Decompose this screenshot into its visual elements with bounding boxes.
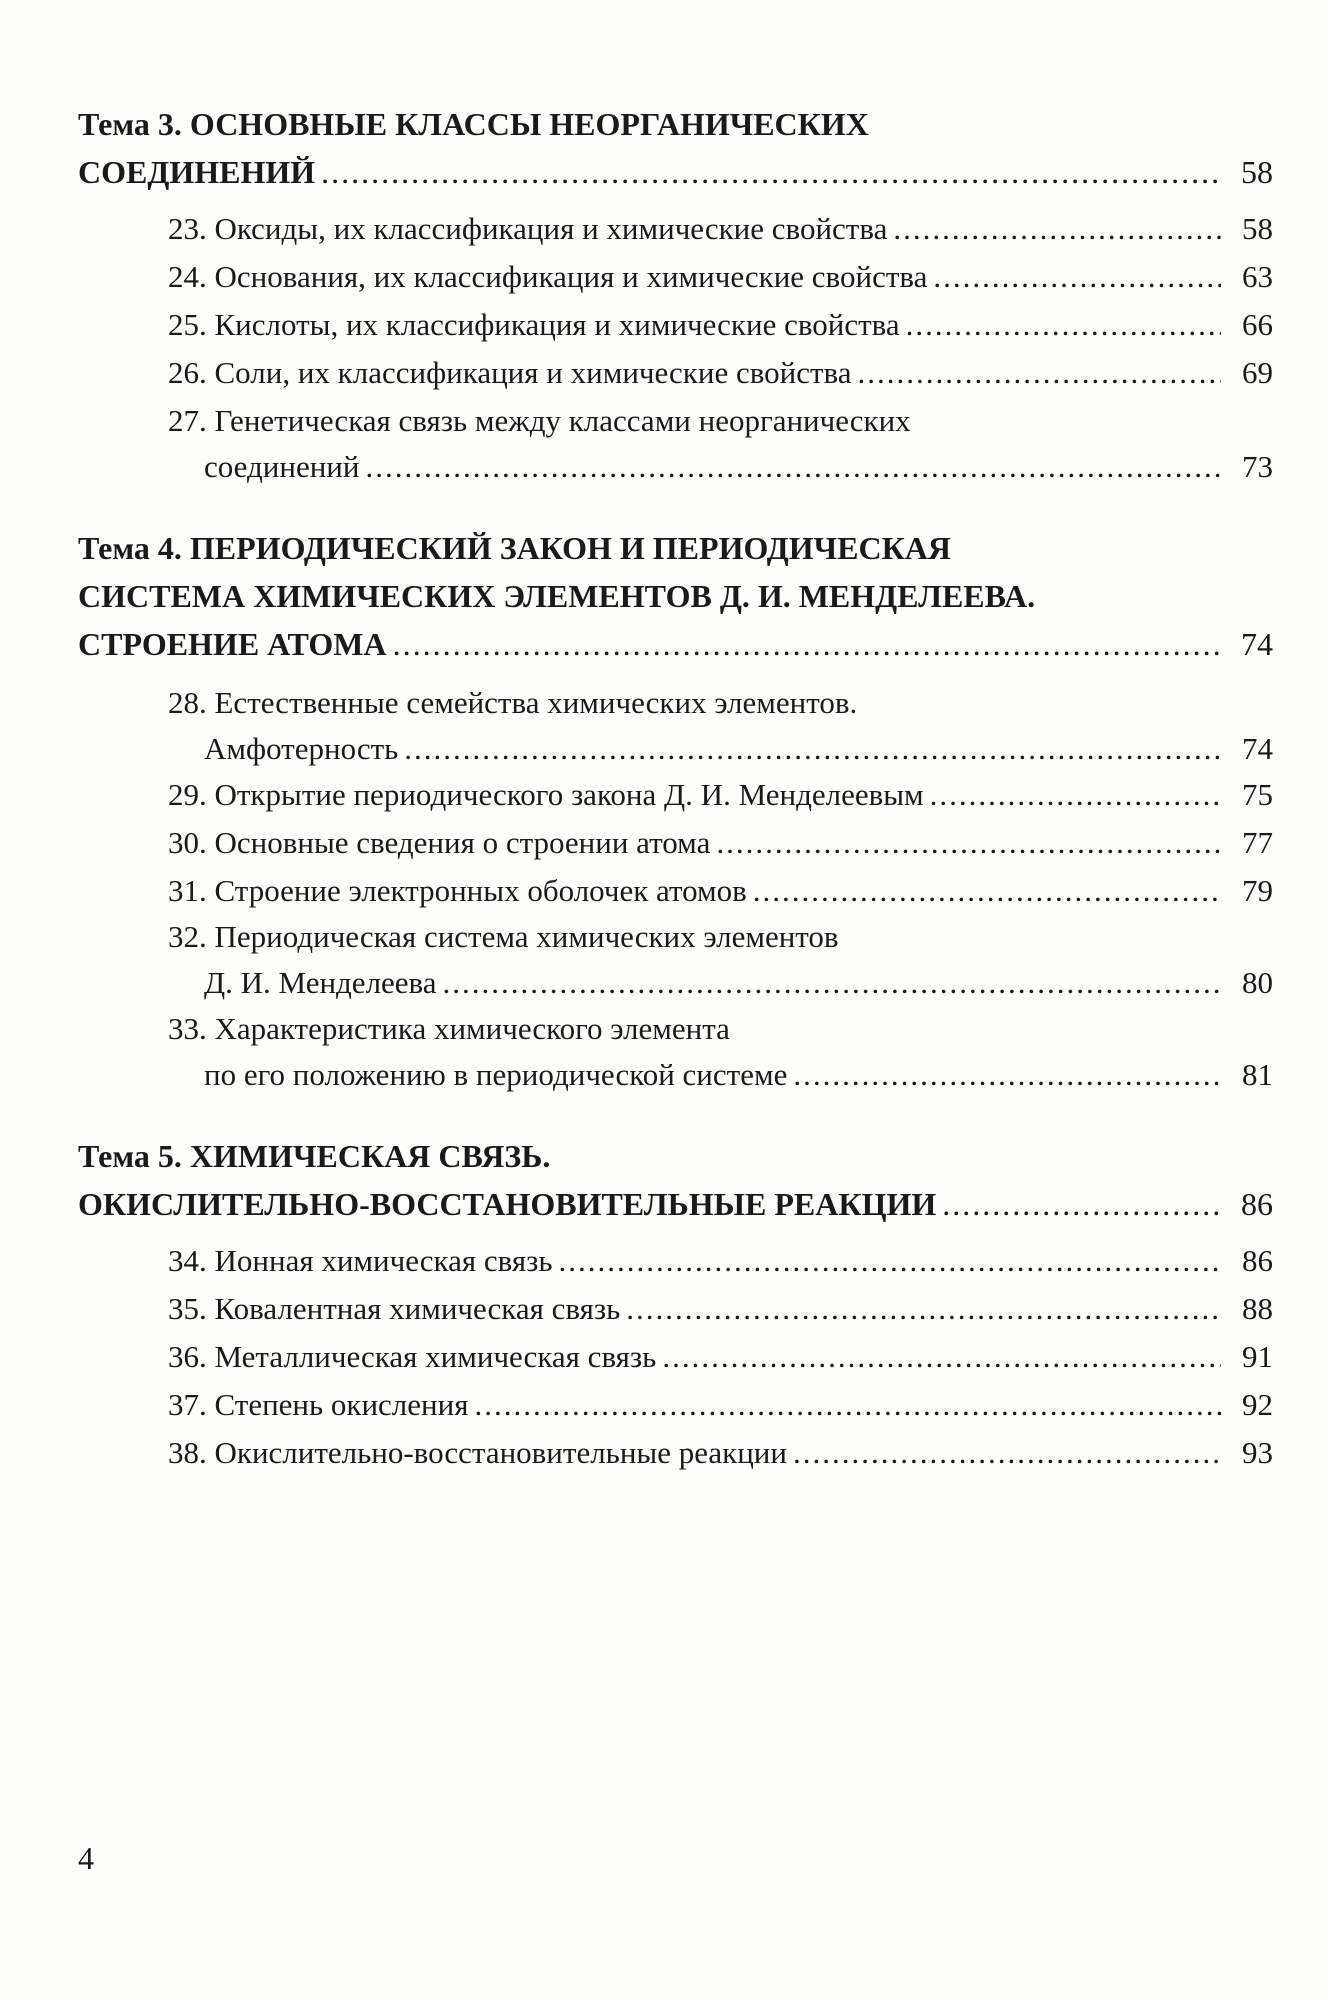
- entry-title: 25. Кислоты, их классификация и химические свойства: [168, 307, 900, 342]
- toc-entry: [168, 302, 1273, 348]
- toc-entry: [168, 1006, 1273, 1098]
- page-ref: 86: [1241, 1186, 1273, 1222]
- toc-entry: [168, 1238, 1273, 1284]
- entry-title: 37. Степень окисления: [168, 1387, 469, 1422]
- toc-entry: [168, 868, 1273, 914]
- toc-entry: [168, 254, 1273, 300]
- page-ref: 93: [1242, 1435, 1273, 1470]
- entry-title: 38. Окислительно-восстановительные реакции: [168, 1435, 787, 1470]
- page-ref: 69: [1242, 355, 1273, 390]
- leader-dots: [716, 820, 1221, 866]
- page-ref: 63: [1242, 259, 1273, 294]
- page-ref: 66: [1242, 307, 1273, 342]
- topic-heading: [78, 524, 1273, 668]
- entry-title: 32. Периодическая система химических элементов: [168, 919, 839, 954]
- entry-title: 23. Оксиды, их классификация и химические свойства: [168, 211, 888, 246]
- entry-title: по его положению в периодической системе: [204, 1057, 788, 1092]
- leader-dots: [626, 1286, 1221, 1332]
- entry-title: 31. Строение электронных оболочек атомов: [168, 873, 747, 908]
- leader-dots: [858, 350, 1221, 396]
- topic-title-line: СОЕДИНЕНИЙ: [78, 154, 316, 190]
- toc-entry: [168, 772, 1273, 818]
- page-ref: 74: [1242, 731, 1273, 766]
- page-ref: 86: [1242, 1243, 1273, 1278]
- topic-title-line: СТРОЕНИЕ АТОМА: [78, 626, 387, 662]
- toc-entry: [168, 1430, 1273, 1476]
- entry-title: 24. Основания, их классификация и химические свойства: [168, 259, 928, 294]
- entry-title: 30. Основные сведения о строении атома: [168, 825, 711, 860]
- toc-entry: [168, 350, 1273, 396]
- leader-dots: [393, 620, 1221, 668]
- leader-dots: [793, 1052, 1221, 1098]
- topic-heading: [78, 100, 1273, 196]
- leader-dots: [321, 148, 1221, 196]
- toc-entry: [168, 1382, 1273, 1428]
- topic-title-line: Тема 5. ХИМИЧЕСКАЯ СВЯЗЬ.: [78, 1138, 551, 1174]
- leader-dots: [443, 960, 1221, 1006]
- entry-title: 34. Ионная химическая связь: [168, 1243, 553, 1278]
- leader-dots: [930, 772, 1221, 818]
- page-ref: 74: [1241, 626, 1273, 662]
- entry-title: 35. Ковалентная химическая связь: [168, 1291, 621, 1326]
- entry-title: соединений: [204, 449, 360, 484]
- leader-dots: [365, 444, 1221, 490]
- page-ref: 81: [1242, 1057, 1273, 1092]
- entry-title: 28. Естественные семейства химических элементов.: [168, 685, 858, 720]
- topic-line: [78, 100, 1273, 148]
- entry-title: 36. Металлическая химическая связь: [168, 1339, 657, 1374]
- page-number: 4: [78, 1840, 94, 1876]
- page-ref: 88: [1242, 1291, 1273, 1326]
- leader-dots: [793, 1430, 1221, 1476]
- toc-entry: [168, 914, 1273, 1006]
- entry-title: 26. Соли, их классификация и химические свойства: [168, 355, 852, 390]
- leader-dots: [662, 1334, 1221, 1380]
- topic-title-line: СИСТЕМА ХИМИЧЕСКИХ ЭЛЕМЕНТОВ Д. И. МЕНДЕЛЕЕВА.: [78, 578, 1036, 614]
- page-ref: 75: [1242, 777, 1273, 812]
- leader-dots: [753, 868, 1221, 914]
- page-ref: 77: [1242, 825, 1273, 860]
- entry-title: 27. Генетическая связь между классами неорганических: [168, 403, 911, 438]
- page-ref: 92: [1242, 1387, 1273, 1422]
- entry-title: Д. И. Менделеева: [204, 965, 437, 1000]
- topic-title-line: Тема 4. ПЕРИОДИЧЕСКИЙ ЗАКОН И ПЕРИОДИЧЕСКАЯ: [78, 530, 952, 566]
- toc-entry: [168, 820, 1273, 866]
- page-ref: 79: [1242, 873, 1273, 908]
- leader-dots: [404, 726, 1221, 772]
- toc-entry: [168, 398, 1273, 490]
- leader-dots: [559, 1238, 1221, 1284]
- toc-entry: [168, 1286, 1273, 1332]
- page-ref: 58: [1241, 154, 1273, 190]
- toc-entry: [168, 1334, 1273, 1380]
- page-ref: 80: [1242, 965, 1273, 1000]
- topic-title-line: ОКИСЛИТЕЛЬНО-ВОССТАНОВИТЕЛЬНЫЕ РЕАКЦИИ: [78, 1186, 937, 1222]
- toc-entry: [168, 206, 1273, 252]
- entry-title: 29. Открытие периодического закона Д. И. Менделеевым: [168, 777, 924, 812]
- leader-dots: [942, 1180, 1221, 1228]
- leader-dots: [906, 302, 1221, 348]
- page-ref: 73: [1242, 449, 1273, 484]
- page-ref: 91: [1242, 1339, 1273, 1374]
- toc-entry: [168, 680, 1273, 772]
- leader-dots: [474, 1382, 1221, 1428]
- leader-dots: [893, 206, 1221, 252]
- entry-title: 33. Характеристика химического элемента: [168, 1011, 730, 1046]
- entry-title: Амфотерность: [204, 731, 399, 766]
- leader-dots: [933, 254, 1221, 300]
- topic-title-line: Тема 3. ОСНОВНЫЕ КЛАССЫ НЕОРГАНИЧЕСКИХ: [78, 106, 869, 142]
- topic-heading: [78, 1132, 1273, 1228]
- topic-line: [78, 148, 1273, 196]
- page-ref: 58: [1242, 211, 1273, 246]
